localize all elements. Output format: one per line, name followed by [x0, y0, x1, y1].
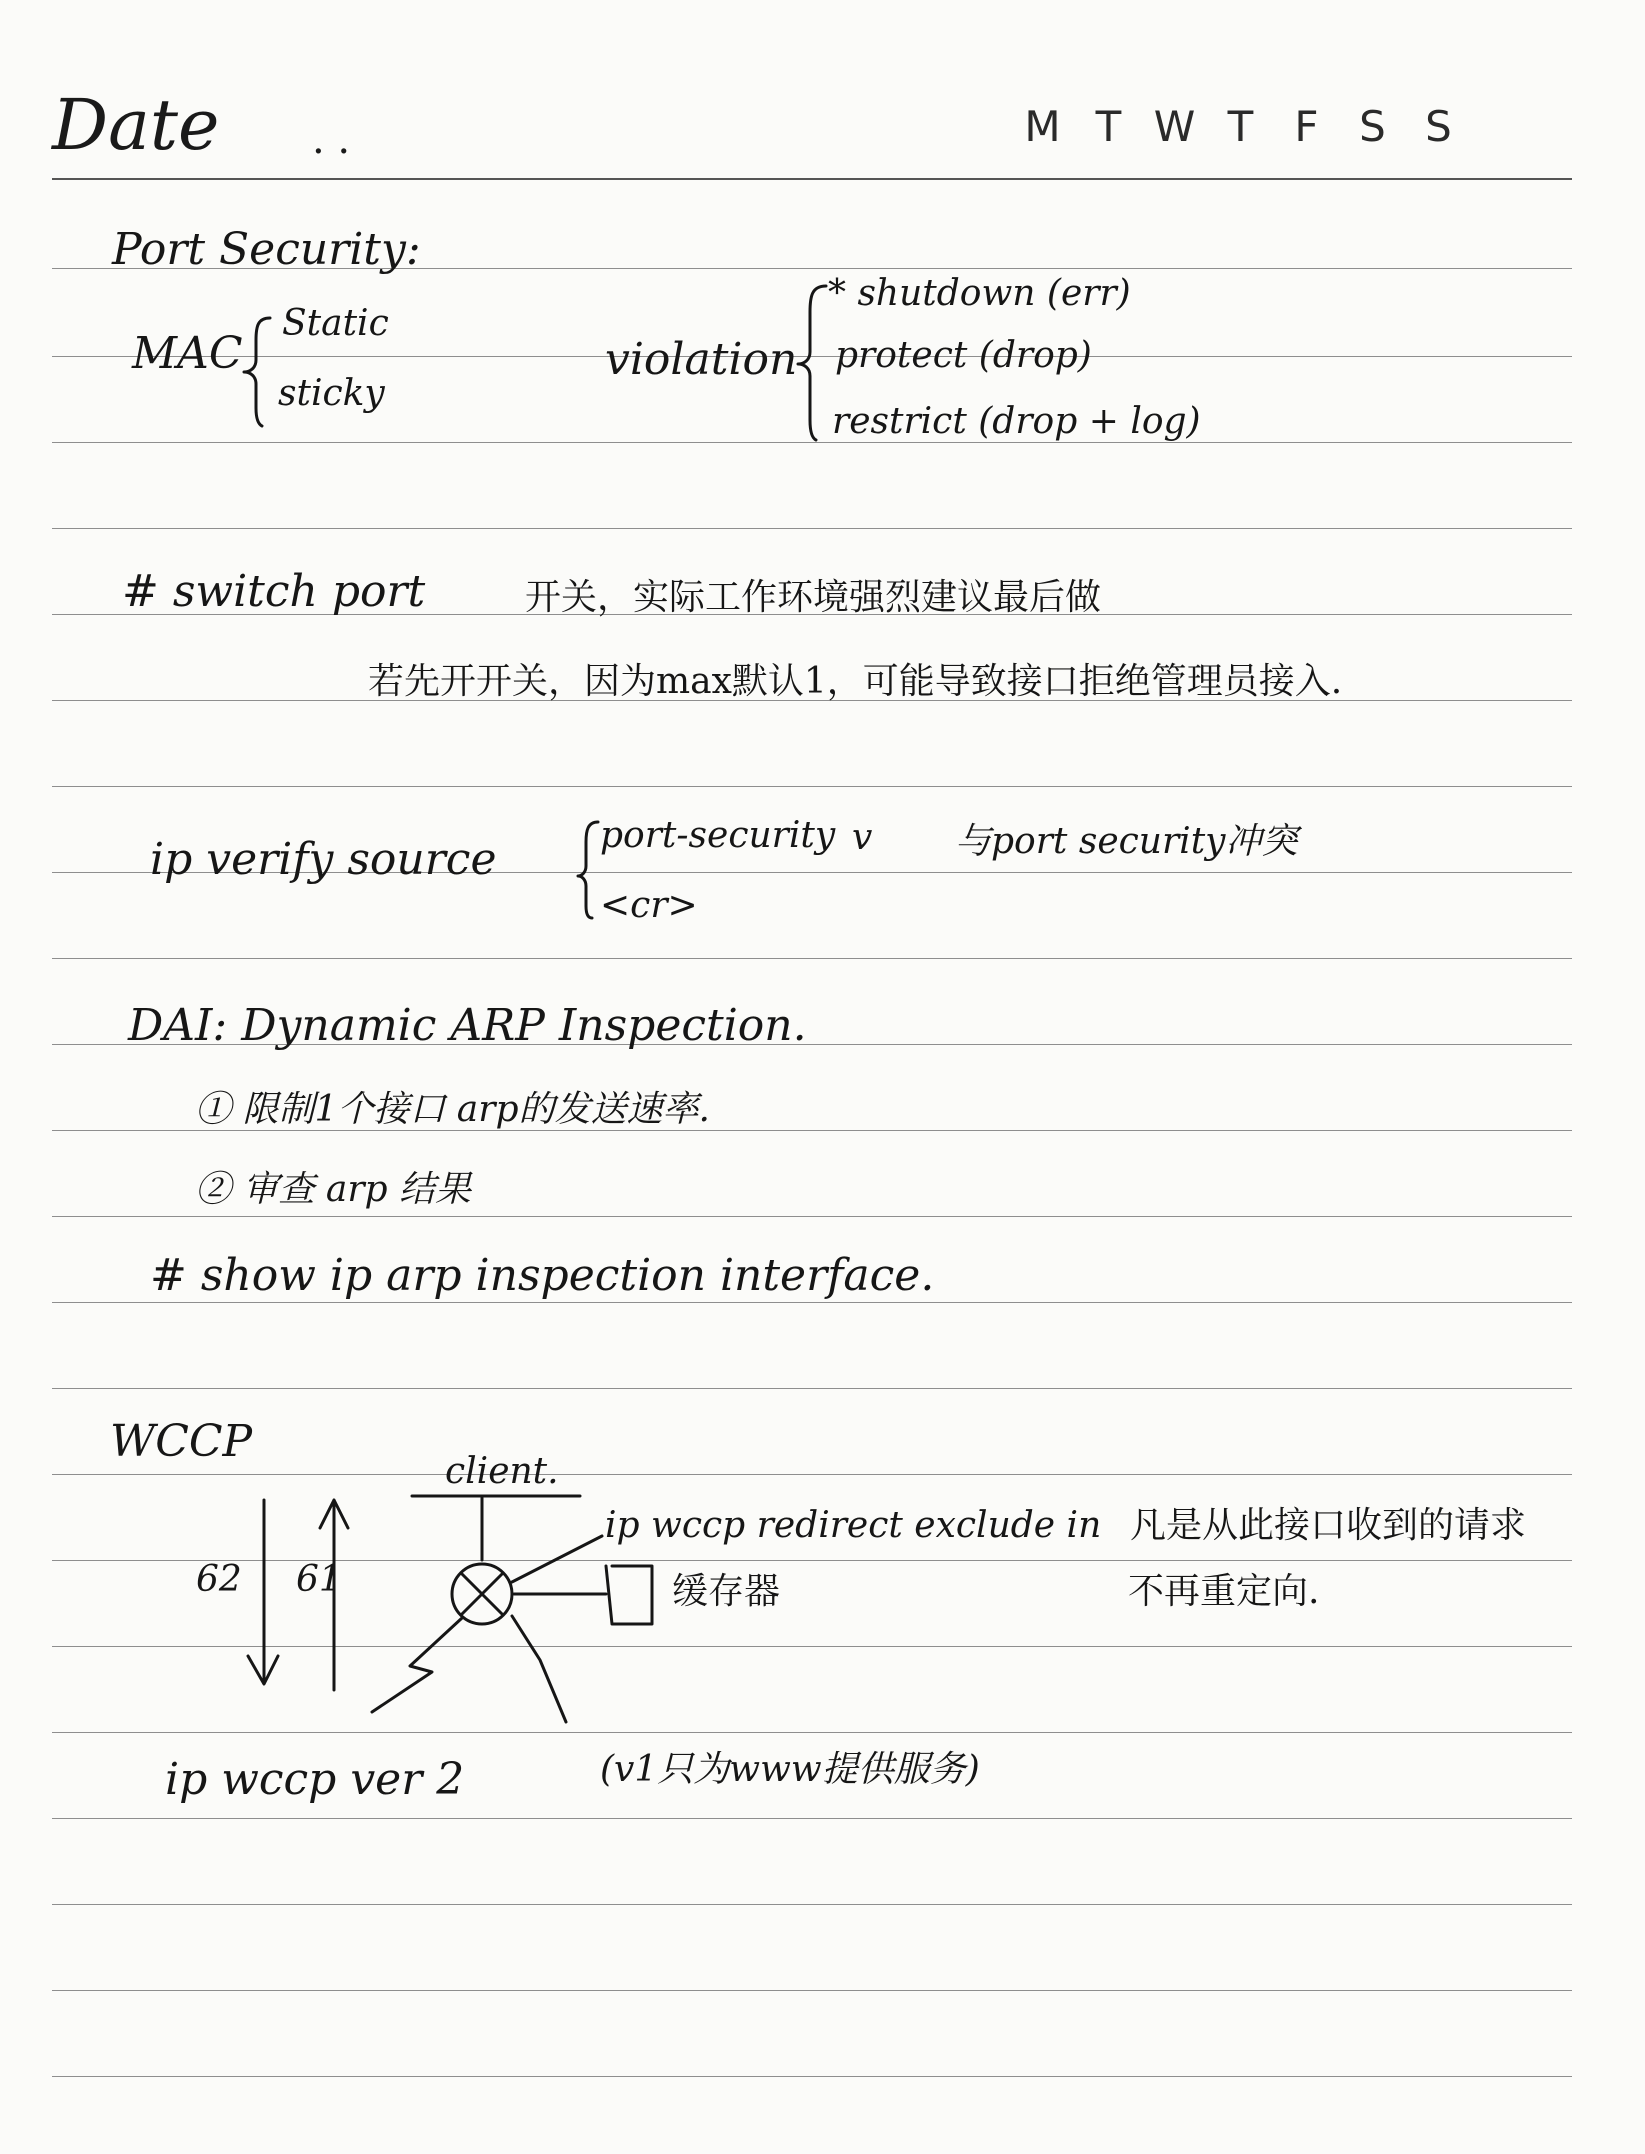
verify-brace-icon [578, 822, 598, 918]
wccp-redirect-note-line2: 不再重定向. [1128, 1571, 1320, 1612]
dai-item-rate-limit: ① 限制1个接口 arp的发送速率. [195, 1089, 710, 1130]
switchport-note-line2: 若先开开关，因为max默认1，可能导致接口拒绝管理员接入. [368, 661, 1343, 702]
port-security-heading: Port Security: [112, 224, 421, 275]
wccp-version-command: ip wccp ver 2 [165, 1754, 465, 1805]
date-title: Date [52, 84, 220, 166]
wccp-arrow-up-label: 61 [296, 1559, 342, 1600]
date-dots: . . [312, 117, 351, 163]
serial-link-icon [372, 1618, 462, 1712]
weekday-wednesday: W [1153, 102, 1197, 151]
weekday-friday: F [1294, 102, 1320, 151]
weekday-monday: M [1024, 102, 1062, 151]
wccp-arrow-down-label: 62 [196, 1559, 242, 1600]
mac-option-sticky: sticky [278, 373, 385, 414]
wccp-redirect-note-line1: 凡是从此接口收到的请求 [1130, 1505, 1527, 1546]
verify-check-mark: v [852, 817, 873, 858]
violation-option-restrict: restrict (drop + log) [832, 401, 1201, 442]
mac-option-static: Static [282, 303, 389, 344]
dai-heading: DAI: Dynamic ARP Inspection. [128, 1000, 807, 1051]
mac-brace-icon [244, 318, 270, 426]
weekday-thursday: T [1227, 102, 1255, 151]
mac-label: MAC [132, 328, 243, 379]
violation-brace-icon [798, 286, 826, 440]
wccp-version-note: (v1只为www提供服务) [600, 1749, 980, 1790]
switchport-note-line1: 开关，实际工作环境强烈建议最后做 [525, 577, 1102, 618]
weekday-saturday: S [1359, 102, 1387, 151]
verify-conflict-note: 与port security冲突 [955, 821, 1298, 862]
wccp-heading: WCCP [110, 1416, 253, 1467]
arrow-down-icon [248, 1500, 278, 1684]
arrow-up-icon [320, 1500, 348, 1690]
violation-option-protect: protect (drop) [835, 335, 1092, 376]
dai-item-inspect: ② 审查 arp 结果 [195, 1169, 472, 1210]
wccp-cache-label: 缓存器 [672, 1571, 781, 1612]
lower-link-line [512, 1616, 566, 1722]
redirect-pointer-line [512, 1536, 602, 1582]
violation-label: violation [605, 334, 798, 385]
wccp-redirect-command: ip wccp redirect exclude in [605, 1505, 1102, 1546]
verify-command: ip verify source [150, 834, 497, 885]
weekday-tuesday: T [1095, 102, 1123, 151]
dai-show-command: # show ip arp inspection interface. [150, 1250, 935, 1301]
verify-option-cr: <cr> [600, 885, 698, 926]
violation-option-shutdown: * shutdown (err) [828, 273, 1131, 314]
cache-box-icon [606, 1566, 652, 1624]
wccp-client-label: client. [445, 1451, 559, 1492]
weekday-sunday: S [1425, 102, 1453, 151]
verify-option-port-security: port-security [600, 815, 836, 856]
switchport-command: # switch port [122, 566, 426, 617]
